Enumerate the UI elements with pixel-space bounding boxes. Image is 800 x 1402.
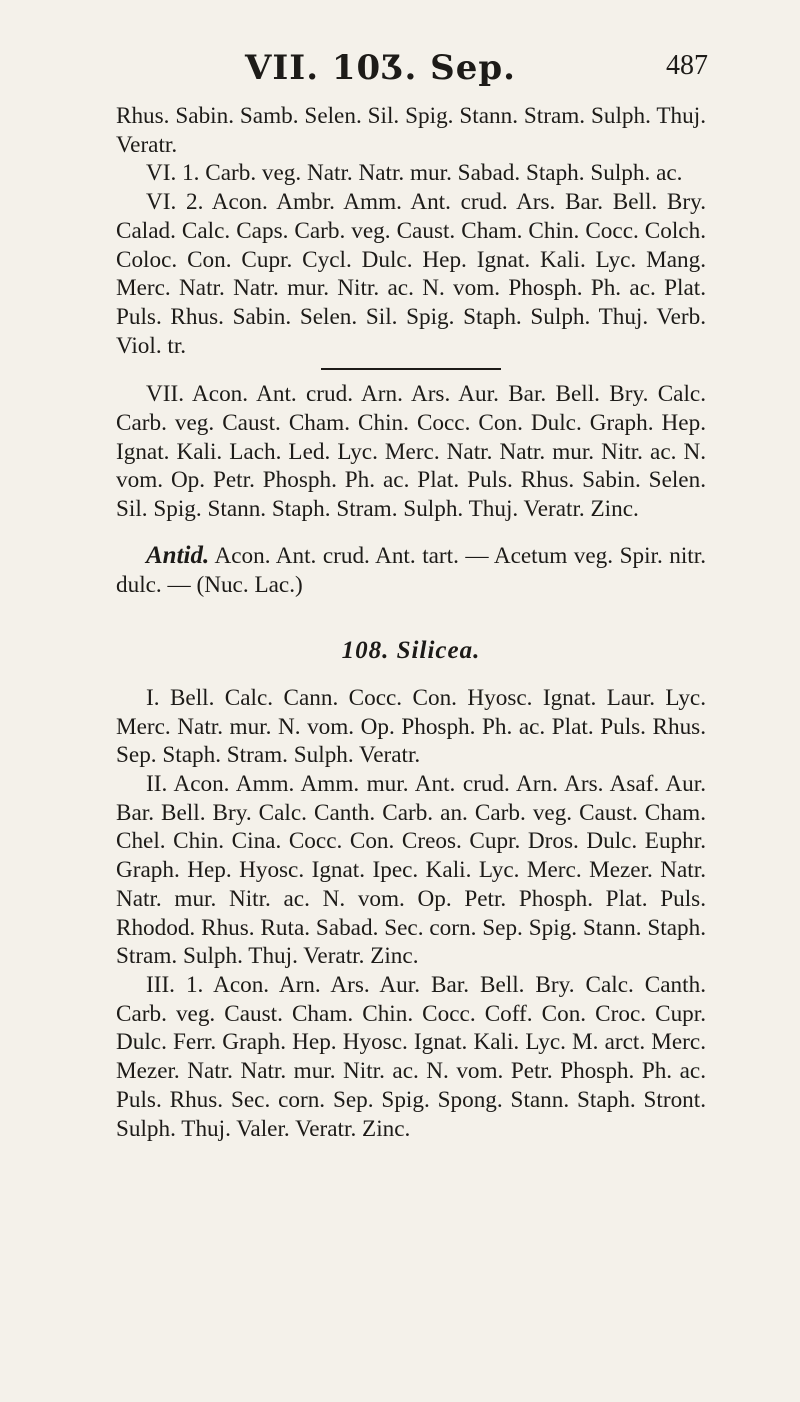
paragraph-silicea-i: I. Bell. Calc. Cann. Cocc. Con. Hyosc. Ignat. Laur. Lyc. Merc. Natr. mur. N. vom. Op. Phosph. Ph. ac. Plat. Puls. Rhus. Sep. Staph. Stram. Sulph. Veratr. (116, 684, 706, 769)
paragraph-rhus-continuation: Rhus. Sabin. Samb. Selen. Sil. Spig. Stann. Stram. Sulph. Thuj. Veratr. (116, 103, 706, 158)
paragraph-vi-1: VI. 1. Carb. veg. Natr. Natr. mur. Sabad. Staph. Sulph. ac. (146, 160, 683, 187)
body-text (116, 102, 706, 1143)
paragraph-vi-2: VI. 2. Acon. Ambr. Amm. Ant. crud. Ars. Bar. Bell. Bry. Calad. Calc. Caps. Carb. veg. Caust. Cham. Chin. Cocc. Colch. Coloc. Con. Cupr. Cycl. Dulc. Hep. Ignat. Kali. Lyc. Mang. Merc. Natr. Natr. mur. Nitr. ac. N. vom. Phosph. Ph. ac. Plat. Puls. Rhus. Sabin. Selen. Sil. Spig. Staph. Sulph. Thuj. Verb. Viol. tr. (116, 189, 706, 359)
paragraph-antid (116, 542, 706, 599)
paragraph-silicea-ii: II. Acon. Amm. Amm. mur. Ant. crud. Arn. Ars. Asaf. Aur. Bar. Bell. Bry. Calc. Canth. Carb. an. Carb. veg. Caust. Cham. Chel. Chin. Cina. Cocc. Con. Creos. Cupr. Dros. Dulc. Euphr. Graph. Hep. Hyosc. Ignat. Ipec. Kali. Lyc. Merc. Mezer. Natr. Natr. mur. Nitr. ac. N. vom. Op. Petr. Phosph. Plat. Puls. Rhodod. Rhus. Ruta. Sabad. Sec. corn. Sep. Spig. Stann. Staph. Stram. Sulph. Thuj. Veratr. Zinc. (116, 771, 706, 970)
section-heading-silicea: 108. Silicea. (341, 637, 481, 665)
paragraph-vii: VII. Acon. Ant. crud. Arn. Ars. Aur. Bar. Bell. Bry. Calc. Carb. veg. Caust. Cham. Chin. Cocc. Con. Dulc. Graph. Hep. Ignat. Kali. Lach. Led. Lyc. Merc. Natr. Natr. mur. Nitr. ac. N. vom. Op. Petr. Phosph. Ph. ac. Plat. Puls. Rhus. Sabin. Selen. Sil. Spig. Stann. Staph. Stram. Sulph. Thuj. Veratr. Zinc. (116, 381, 706, 523)
header-title: VII. 10Ʒ. Sep. (245, 48, 516, 88)
antid-label: Antid. (146, 541, 210, 569)
section-divider-rule (321, 368, 501, 370)
paragraph-silicea-iii-1: III. 1. Acon. Arn. Ars. Aur. Bar. Bell. Bry. Calc. Canth. Carb. veg. Caust. Cham. Chin. Cocc. Coff. Con. Croc. Cupr. Dulc. Ferr. Graph. Hep. Hyosc. Ignat. Kali. Lyc. M. arct. Merc. Mezer. Natr. Natr. mur. Nitr. ac. N. vom. Petr. Phosph. Ph. ac. Puls. Rhus. Sec. corn. Sep. Spig. Spong. Stann. Staph. Stront. Sulph. Thuj. Valer. Veratr. Zinc. (116, 971, 706, 1142)
running-header (0, 48, 800, 88)
antid-text: Acon. Ant. crud. Ant. tart. — Acetum veg. Spir. nitr. dulc. — (Nuc. Lac.) (116, 542, 706, 598)
page-number: 487 (666, 50, 708, 81)
